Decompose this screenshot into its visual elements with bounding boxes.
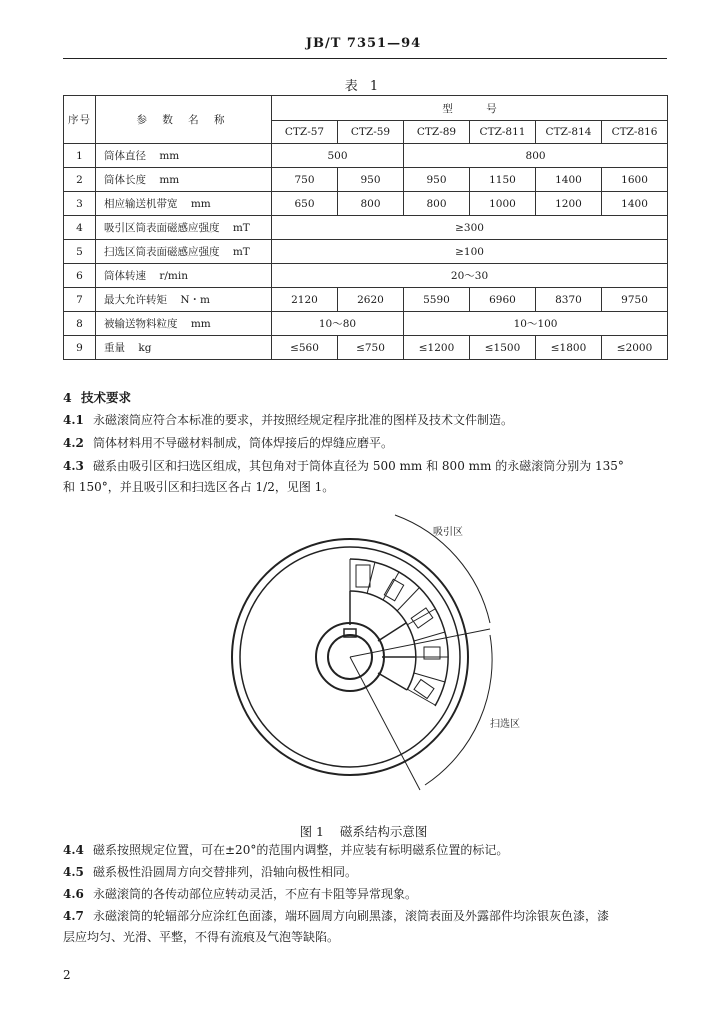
magnetic-system-diagram bbox=[220, 505, 520, 815]
table-row bbox=[64, 168, 668, 192]
paragraph-4-4 bbox=[63, 840, 667, 861]
section-title: 技术要求 bbox=[81, 390, 132, 405]
row-name: 最大允许转矩 N・m bbox=[96, 288, 272, 312]
paragraph-4-3 bbox=[63, 456, 667, 498]
row-seq: 4 bbox=[64, 216, 96, 240]
row-value: 800 bbox=[338, 192, 404, 216]
row-value: ≥300 bbox=[272, 216, 668, 240]
row-seq: 1 bbox=[64, 144, 96, 168]
zone-divider-line bbox=[350, 629, 490, 657]
table-row bbox=[64, 336, 668, 360]
header-seq: 序号 bbox=[64, 96, 96, 144]
clause-text: 永磁滚筒的各传动部位应转动灵活，不应有卡阻等异常现象。 bbox=[93, 887, 418, 901]
row-value: 1400 bbox=[536, 168, 602, 192]
row-value: 1000 bbox=[470, 192, 536, 216]
table-row bbox=[64, 240, 668, 264]
clause-text: 永磁滚筒的轮辐部分应涂红色面漆，端环圆周方向刷黑漆，滚筒表面及外露部件均涂银灰色漆，漆 bbox=[93, 909, 610, 923]
header-param: 参 数 名 称 bbox=[96, 96, 272, 144]
paragraph-4-1 bbox=[63, 410, 667, 431]
clause-text: 磁系极性沿圆周方向交替排列，沿轴向极性相同。 bbox=[93, 865, 358, 879]
row-name: 吸引区筒表面磁感应强度 mT bbox=[96, 216, 272, 240]
row-value: 1200 bbox=[536, 192, 602, 216]
row-value: 10～100 bbox=[404, 312, 668, 336]
row-seq: 3 bbox=[64, 192, 96, 216]
header-model: 型 号 bbox=[272, 96, 668, 121]
model-name: CTZ-816 bbox=[602, 121, 668, 144]
label-sweep-zone: 扫选区 bbox=[490, 719, 520, 730]
row-seq: 9 bbox=[64, 336, 96, 360]
row-value: 800 bbox=[404, 192, 470, 216]
clause-text: 磁系按照规定位置，可在±20°的范围内调整，并应装有标明磁系位置的标记。 bbox=[93, 843, 509, 857]
table-row bbox=[64, 216, 668, 240]
row-value: 5590 bbox=[404, 288, 470, 312]
paragraph-4-6 bbox=[63, 884, 667, 905]
row-value: 10～80 bbox=[272, 312, 404, 336]
row-value: ≤560 bbox=[272, 336, 338, 360]
row-value: ≤750 bbox=[338, 336, 404, 360]
clause-number: 4.1 bbox=[63, 413, 84, 427]
paragraph-4-5 bbox=[63, 862, 667, 883]
label-attract-zone: 吸引区 bbox=[433, 527, 463, 538]
section-number: 4 bbox=[63, 390, 72, 405]
clause-number: 4.7 bbox=[63, 909, 84, 923]
page-header: JB/T 7351—94 bbox=[305, 36, 422, 51]
table-row bbox=[64, 312, 668, 336]
table-row bbox=[64, 144, 668, 168]
header-rule bbox=[63, 58, 667, 59]
row-value: 1150 bbox=[470, 168, 536, 192]
paragraph-4-7 bbox=[63, 906, 667, 948]
row-value: ≤1500 bbox=[470, 336, 536, 360]
clause-number: 4.4 bbox=[63, 843, 84, 857]
model-name: CTZ-89 bbox=[404, 121, 470, 144]
table-title: 表 1 bbox=[344, 79, 383, 94]
clause-number: 4.5 bbox=[63, 865, 84, 879]
row-value: 8370 bbox=[536, 288, 602, 312]
table-row bbox=[64, 264, 668, 288]
model-name: CTZ-814 bbox=[536, 121, 602, 144]
row-value: 950 bbox=[404, 168, 470, 192]
row-value: 2620 bbox=[338, 288, 404, 312]
model-name: CTZ-57 bbox=[272, 121, 338, 144]
row-value: 500 bbox=[272, 144, 404, 168]
row-value: 800 bbox=[404, 144, 668, 168]
magnet-blocks bbox=[350, 559, 448, 705]
row-value: ≤1800 bbox=[536, 336, 602, 360]
row-seq: 8 bbox=[64, 312, 96, 336]
model-name: CTZ-811 bbox=[470, 121, 536, 144]
clause-text: 永磁滚筒应符合本标准的要求，并按照经规定程序批准的图样及技术文件制造。 bbox=[93, 413, 514, 427]
clause-text: 磁系由吸引区和扫选区组成，其包角对于筒体直径为 500 mm 和 800 mm 的永磁滚筒分别为 135° bbox=[93, 459, 624, 473]
figure-caption: 图 1 磁系结构示意图 bbox=[299, 824, 428, 839]
row-value: ≤1200 bbox=[404, 336, 470, 360]
clause-number: 4.6 bbox=[63, 887, 84, 901]
clause-text-continued: 层应均匀、光滑、平整，不得有流痕及气泡等缺陷。 bbox=[63, 930, 340, 944]
clause-number: 4.3 bbox=[63, 459, 84, 473]
clause-text-continued: 和 150°，并且吸引区和扫选区各占 1/2，见图 1。 bbox=[63, 480, 335, 494]
row-value: 650 bbox=[272, 192, 338, 216]
model-name: CTZ-59 bbox=[338, 121, 404, 144]
row-name: 筒体直径 mm bbox=[96, 144, 272, 168]
row-seq: 2 bbox=[64, 168, 96, 192]
section-heading bbox=[63, 388, 131, 406]
clause-number: 4.2 bbox=[63, 436, 84, 450]
paragraph-4-2 bbox=[63, 433, 667, 454]
row-name: 扫选区筒表面磁感应强度 mT bbox=[96, 240, 272, 264]
row-name: 筒体长度 mm bbox=[96, 168, 272, 192]
page-number: 2 bbox=[63, 968, 71, 982]
row-value: 6960 bbox=[470, 288, 536, 312]
row-value: 1600 bbox=[602, 168, 668, 192]
row-value: 1400 bbox=[602, 192, 668, 216]
row-seq: 5 bbox=[64, 240, 96, 264]
row-value: ≥100 bbox=[272, 240, 668, 264]
row-name: 重量 kg bbox=[96, 336, 272, 360]
clause-text: 筒体材料用不导磁材料制成，筒体焊接后的焊缝应磨平。 bbox=[93, 436, 394, 450]
parameter-table bbox=[63, 95, 668, 360]
row-value: 2120 bbox=[272, 288, 338, 312]
row-name: 被输送物料粒度 mm bbox=[96, 312, 272, 336]
row-name: 相应输送机带宽 mm bbox=[96, 192, 272, 216]
row-value: 750 bbox=[272, 168, 338, 192]
row-value: 20～30 bbox=[272, 264, 668, 288]
table-row bbox=[64, 192, 668, 216]
row-seq: 6 bbox=[64, 264, 96, 288]
row-value: 9750 bbox=[602, 288, 668, 312]
table-row bbox=[64, 288, 668, 312]
row-seq: 7 bbox=[64, 288, 96, 312]
row-value: 950 bbox=[338, 168, 404, 192]
row-value: ≤2000 bbox=[602, 336, 668, 360]
row-name: 筒体转速 r/min bbox=[96, 264, 272, 288]
